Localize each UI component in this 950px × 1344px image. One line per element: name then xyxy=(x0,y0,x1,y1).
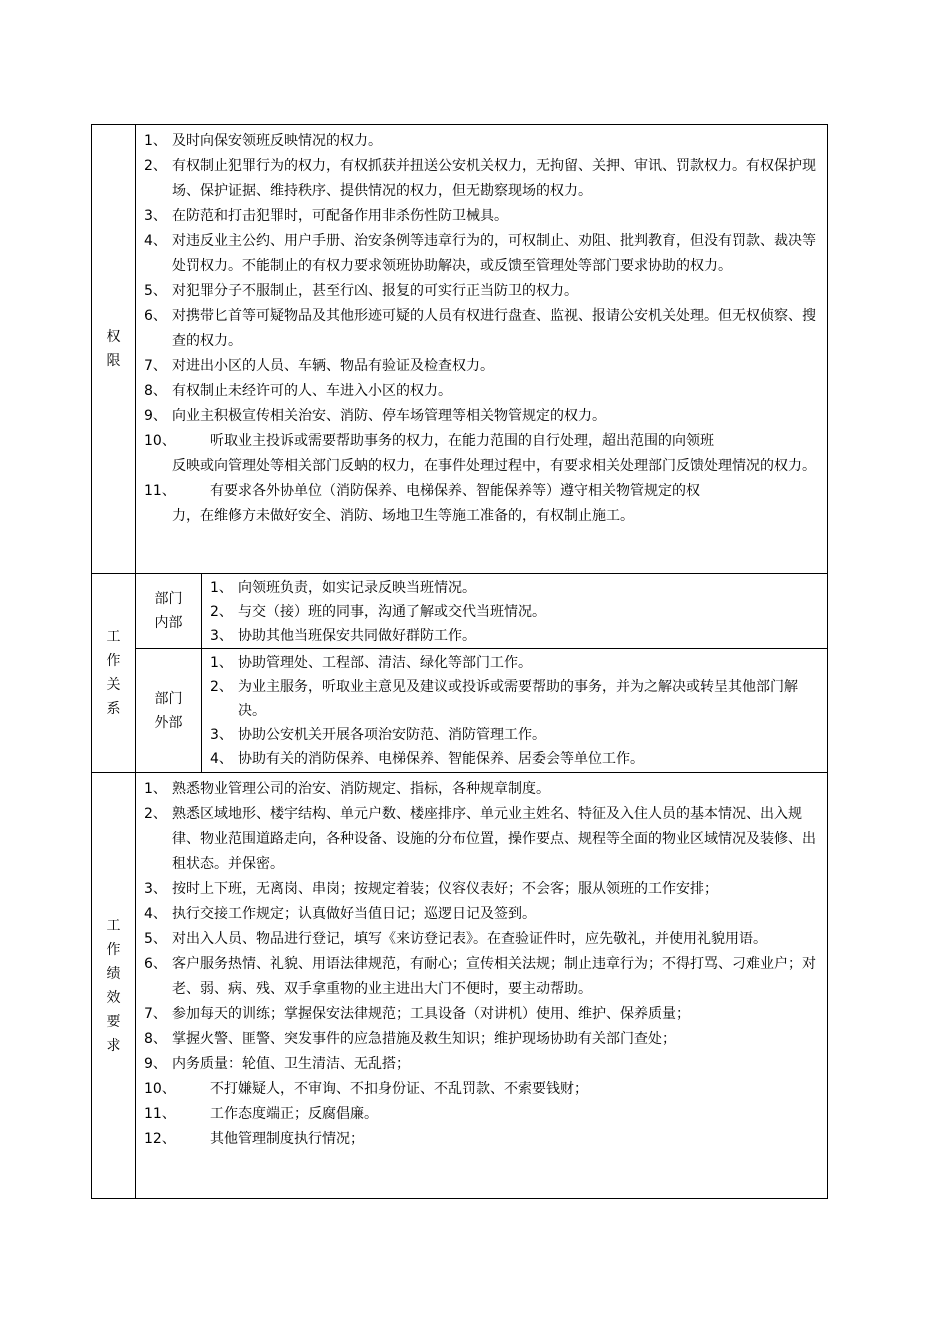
item-number: 3、 xyxy=(144,208,167,224)
item-text: 对携带匕首等可疑物品及其他形迹可疑的人员有权进行盘查、监视、报请公安机关处理。但无权侦察、搜查的权力。 xyxy=(172,308,816,349)
label-char: 权 xyxy=(106,329,121,345)
internal-content xyxy=(202,574,827,648)
item-text: 熟悉物业管理公司的治安、消防规定、指标，各种规章制度。 xyxy=(172,781,550,797)
item-number: 7、 xyxy=(144,358,167,374)
item-number: 6、 xyxy=(144,956,167,972)
item-text: 有权制止未经许可的人、车进入小区的权力。 xyxy=(172,383,452,399)
item-text: 为业主服务，听取业主意见及建议或投诉或需要帮助的事务，并为之解决或转呈其他部门解决。 xyxy=(238,679,798,719)
sub-label-line: 部门 xyxy=(154,690,183,707)
item-number: 1、 xyxy=(144,781,167,797)
list-item xyxy=(144,927,817,952)
external-relations xyxy=(136,649,827,772)
performance-section xyxy=(91,772,828,1199)
item-text: 不打嫌疑人，不审询、不扣身份证、不乱罚款、不索要钱财； xyxy=(210,1081,588,1097)
item-number: 2、 xyxy=(210,679,233,695)
item-text: 向领班负责，如实记录反映当班情况。 xyxy=(238,580,476,596)
item-text: 其他管理制度执行情况； xyxy=(210,1131,364,1147)
relations-section xyxy=(91,573,828,773)
list-item xyxy=(144,204,817,229)
item-number: 12、 xyxy=(144,1131,176,1147)
performance-content xyxy=(136,773,827,1198)
performance-label xyxy=(92,773,136,1198)
item-number: 6、 xyxy=(144,308,167,324)
list-item xyxy=(210,675,817,723)
item-text: 客户服务热情、礼貌、用语法律规范，有耐心；宣传相关法规；制止违章行为；不得打骂、刁难业户；对老、弱、病、残、双手拿重物的业主进出大门不便时，要主动帮助。 xyxy=(172,956,816,997)
item-text: 与交（接）班的同事，沟通了解或交代当班情况。 xyxy=(238,604,546,620)
item-text: 掌握火警、匪警、突发事件的应急措施及救生知识；维护现场协助有关部门查处； xyxy=(172,1031,676,1047)
list-item xyxy=(144,1102,817,1127)
item-number: 8、 xyxy=(144,383,167,399)
label-char: 求 xyxy=(106,1037,121,1054)
relations-label xyxy=(92,574,136,772)
item-text: 对出入人员、物品进行登记，填写《来访登记表》。在查验证件时，应先敬礼，并使用礼貌用语。 xyxy=(172,931,767,947)
item-text: 内务质量：轮值、卫生清洁、无乱搭； xyxy=(172,1056,410,1072)
item-number: 1、 xyxy=(144,133,167,149)
item-number: 3、 xyxy=(210,628,233,644)
label-char: 关 xyxy=(106,677,121,693)
authority-content xyxy=(136,125,827,573)
item-text: 有权制止犯罪行为的权力，有权抓获并扭送公安机关权力，无拘留、关押、审讯、罚款权力。有权保护现场、保护证据、维持秩序、提供情况的权力，但无勘察现场的权力。 xyxy=(172,158,816,199)
list-item xyxy=(144,479,817,529)
list-item xyxy=(144,279,817,304)
internal-label xyxy=(136,574,202,648)
item-number: 4、 xyxy=(144,233,167,249)
item-number: 2、 xyxy=(144,158,167,174)
item-text: 工作态度端正；反腐倡廉。 xyxy=(210,1106,378,1122)
list-item xyxy=(210,651,817,675)
list-item xyxy=(210,624,817,648)
external-label xyxy=(136,649,202,772)
list-item xyxy=(210,600,817,624)
authority-label xyxy=(92,125,136,573)
list-item xyxy=(210,576,817,600)
item-text: 对违反业主公约、用户手册、治安条例等违章行为的，可权制止、劝阻、批判教育，但没有罚款、裁决等处罚权力。不能制止的有权力要求领班协助解决，或反馈至管理处等部门要求协助的权力。 xyxy=(172,233,816,274)
sub-label-line: 部门 xyxy=(154,591,183,607)
list-item xyxy=(144,429,817,479)
item-text-lead: 有要求各外协单位（消防保养、电梯保养、智能保养等）遵守相关物管规定的权 xyxy=(210,483,700,499)
item-text: 协助公安机关开展各项治安防范、消防管理工作。 xyxy=(238,727,546,743)
list-item xyxy=(144,1052,817,1077)
list-item xyxy=(144,777,817,802)
item-number: 9、 xyxy=(144,1056,167,1072)
item-text: 熟悉区域地形、楼宇结构、单元户数、楼座排序、单元业主姓名、特征及入住人员的基本情况、出入规律、物业范围道路走向，各种设备、设施的分布位置，操作要点、规程等全面的物业区域情况及装修、出租状态。并保密。 xyxy=(172,806,816,872)
item-text: 协助其他当班保安共同做好群防工作。 xyxy=(238,628,476,644)
item-number: 5、 xyxy=(144,931,167,947)
label-char: 绩 xyxy=(106,965,121,982)
item-number: 11、 xyxy=(144,483,176,499)
label-char: 效 xyxy=(106,989,121,1006)
label-char: 作 xyxy=(106,941,121,958)
list-item xyxy=(144,379,817,404)
sub-label-line: 外部 xyxy=(154,714,183,731)
item-text: 力，在维修方未做好安全、消防、场地卫生等施工准备的，有权制止施工。 xyxy=(172,508,634,524)
item-number: 9、 xyxy=(144,408,167,424)
list-item xyxy=(144,902,817,927)
item-number: 1、 xyxy=(210,655,233,671)
item-text: 反映或向管理处等相关部门反蚋的权力，在事件处理过程中，有要求相关处理部门反馈处理情况的权力。 xyxy=(172,458,816,474)
list-item xyxy=(144,1127,817,1152)
label-char: 要 xyxy=(106,1013,121,1030)
internal-relations xyxy=(136,574,827,649)
item-text: 执行交接工作规定；认真做好当值日记；巡逻日记及签到。 xyxy=(172,906,536,922)
list-item xyxy=(144,877,817,902)
item-number: 11、 xyxy=(144,1106,176,1122)
item-number: 3、 xyxy=(210,727,233,743)
sub-label-line: 内部 xyxy=(154,615,183,631)
authority-section xyxy=(91,124,828,574)
item-number: 8、 xyxy=(144,1031,167,1047)
item-number: 4、 xyxy=(144,906,167,922)
item-number: 10、 xyxy=(144,433,176,449)
list-item xyxy=(144,154,817,204)
item-number: 4、 xyxy=(210,751,233,767)
list-item xyxy=(210,747,817,771)
item-number: 2、 xyxy=(144,806,167,822)
item-text: 及时向保安领班反映情况的权力。 xyxy=(172,133,382,149)
label-char: 作 xyxy=(106,653,121,669)
list-item xyxy=(144,404,817,429)
item-number: 7、 xyxy=(144,1006,167,1022)
item-number: 1、 xyxy=(210,580,233,596)
item-text: 协助有关的消防保养、电梯保养、智能保养、居委会等单位工作。 xyxy=(238,751,644,767)
item-text: 按时上下班，无离岗、串岗；按规定着装；仪容仪表好；不会客；服从领班的工作安排； xyxy=(172,881,718,897)
item-number: 3、 xyxy=(144,881,167,897)
external-content xyxy=(202,649,827,772)
label-char: 工 xyxy=(106,629,121,645)
item-number: 10、 xyxy=(144,1081,176,1097)
list-item xyxy=(144,952,817,1002)
duty-table xyxy=(91,124,828,1199)
list-item xyxy=(144,1027,817,1052)
item-text: 在防范和打击犯罪时，可配备作用非杀伤性防卫械具。 xyxy=(172,208,508,224)
item-text: 参加每天的训练；掌握保安法律规范；工具设备（对讲机）使用、维护、保养质量； xyxy=(172,1006,690,1022)
item-text: 对进出小区的人员、车辆、物品有验证及检查权力。 xyxy=(172,358,494,374)
list-item xyxy=(144,354,817,379)
item-number: 2、 xyxy=(210,604,233,620)
item-text: 对犯罪分子不服制止，甚至行凶、报复的可实行正当防卫的权力。 xyxy=(172,283,578,299)
list-item xyxy=(144,1002,817,1027)
list-item xyxy=(210,723,817,747)
list-item xyxy=(144,229,817,279)
item-text: 向业主积极宣传相关治安、消防、停车场管理等相关物管规定的权力。 xyxy=(172,408,606,424)
list-item xyxy=(144,129,817,154)
list-item xyxy=(144,802,817,877)
item-text: 协助管理处、工程部、清洁、绿化等部门工作。 xyxy=(238,655,532,671)
label-char: 工 xyxy=(106,917,121,934)
label-char: 系 xyxy=(106,701,121,717)
list-item xyxy=(144,1077,817,1102)
list-item xyxy=(144,304,817,354)
label-char: 限 xyxy=(106,353,121,369)
item-text-lead: 听取业主投诉或需要帮助事务的权力，在能力范围的自行处理，超出范围的向领班 xyxy=(210,433,714,449)
item-number: 5、 xyxy=(144,283,167,299)
